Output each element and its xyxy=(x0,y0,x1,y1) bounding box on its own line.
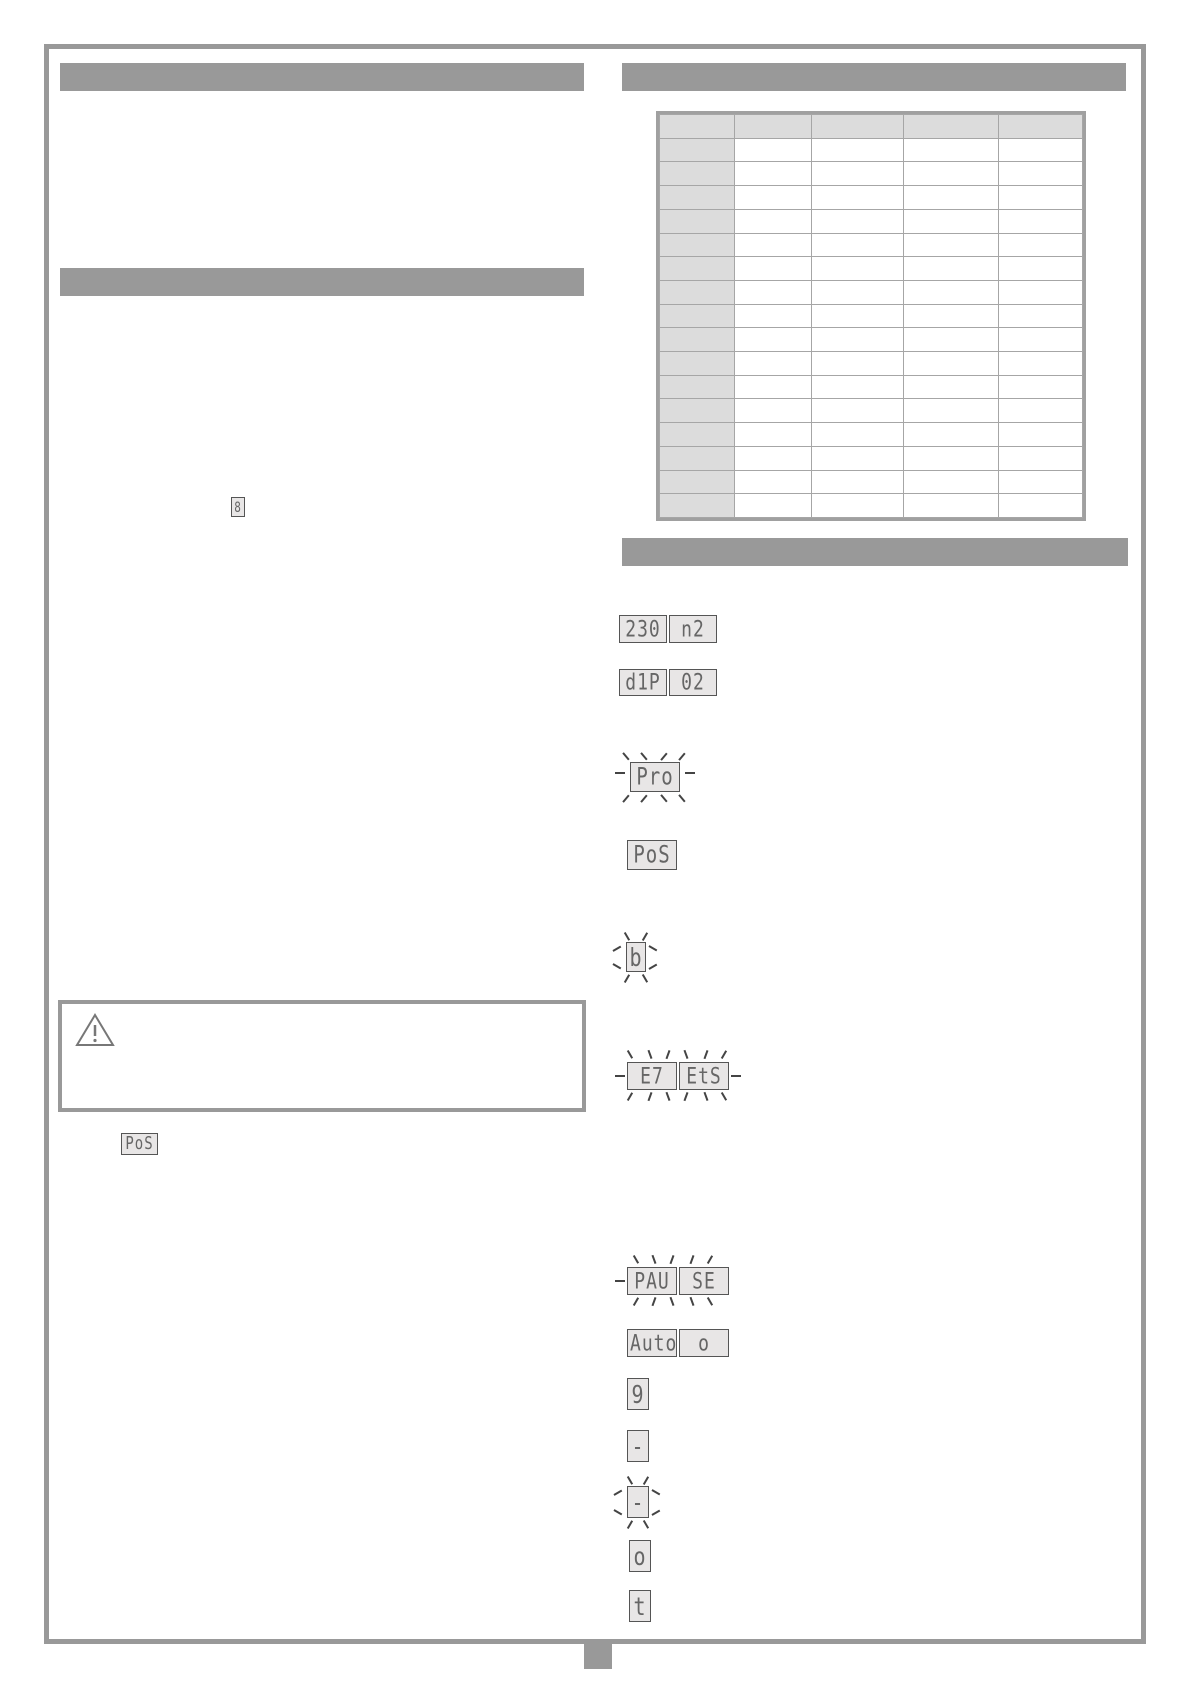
table-cell xyxy=(812,494,904,518)
page-number-tab xyxy=(584,1644,612,1669)
table-cell xyxy=(660,352,735,376)
display-pro-blinking: Pro xyxy=(615,752,695,802)
table-cell xyxy=(999,494,1083,518)
display-230-n2: 230 n2 xyxy=(619,615,717,643)
table-row xyxy=(660,233,1083,257)
table-cell xyxy=(904,138,999,162)
table-cell xyxy=(812,470,904,494)
table-cell xyxy=(812,446,904,470)
display-letter-t: t xyxy=(629,1590,651,1622)
table-cell xyxy=(999,115,1083,139)
table-cell xyxy=(735,233,812,257)
section-bar-right-2 xyxy=(622,538,1128,566)
table-row xyxy=(660,304,1083,328)
table-cell xyxy=(660,375,735,399)
table-cell xyxy=(999,399,1083,423)
table-cell xyxy=(660,446,735,470)
table-row xyxy=(660,162,1083,186)
inline-small-display-icon: 8 xyxy=(231,497,245,517)
table-cell xyxy=(735,280,812,304)
table-row xyxy=(660,375,1083,399)
table-cell xyxy=(904,186,999,210)
table-cell xyxy=(660,304,735,328)
table-cell xyxy=(812,138,904,162)
table-cell xyxy=(812,399,904,423)
table-row xyxy=(660,470,1083,494)
table-cell xyxy=(904,115,999,139)
display-auto-o: Auto o xyxy=(627,1329,729,1357)
table-row xyxy=(660,186,1083,210)
table-cell xyxy=(999,257,1083,281)
table-cell xyxy=(735,446,812,470)
table-row xyxy=(660,257,1083,281)
table-cell xyxy=(999,375,1083,399)
display-digit-9: 9 xyxy=(627,1378,649,1410)
warning-triangle-icon xyxy=(74,1012,116,1048)
table-cell xyxy=(735,138,812,162)
table-cell xyxy=(812,375,904,399)
table-cell xyxy=(735,162,812,186)
table-cell xyxy=(904,162,999,186)
table-cell xyxy=(660,399,735,423)
table-cell xyxy=(999,470,1083,494)
section-bar-left-1 xyxy=(60,63,584,91)
table-row xyxy=(660,446,1083,470)
table-cell xyxy=(812,209,904,233)
table-cell xyxy=(735,186,812,210)
table-row xyxy=(660,399,1083,423)
table-row xyxy=(660,494,1083,518)
table-row xyxy=(660,138,1083,162)
table-cell xyxy=(904,470,999,494)
table-cell xyxy=(735,423,812,447)
table-cell xyxy=(735,399,812,423)
section-bar-right-1 xyxy=(622,63,1126,91)
table-cell xyxy=(904,399,999,423)
table-cell xyxy=(904,328,999,352)
section-bar-left-2 xyxy=(60,268,584,296)
table-cell xyxy=(904,375,999,399)
table-cell xyxy=(999,280,1083,304)
table-row xyxy=(660,280,1083,304)
table-cell xyxy=(812,328,904,352)
table-cell xyxy=(660,494,735,518)
table-cell xyxy=(660,233,735,257)
table-cell xyxy=(735,352,812,376)
table-cell xyxy=(904,280,999,304)
table-cell xyxy=(904,257,999,281)
table-cell xyxy=(812,186,904,210)
table-cell xyxy=(735,115,812,139)
table-cell xyxy=(735,494,812,518)
display-dash: - xyxy=(627,1430,649,1462)
table-cell xyxy=(999,352,1083,376)
table-row xyxy=(660,115,1083,139)
table-cell xyxy=(660,280,735,304)
table-cell xyxy=(812,423,904,447)
table-cell xyxy=(735,328,812,352)
table-cell xyxy=(999,138,1083,162)
display-dip-02: d1P 02 xyxy=(619,669,717,696)
table-cell xyxy=(660,328,735,352)
table-row xyxy=(660,209,1083,233)
table-cell xyxy=(660,186,735,210)
display-pause-blinking: PAU SE xyxy=(615,1255,740,1305)
table-cell xyxy=(904,423,999,447)
table-cell xyxy=(904,209,999,233)
table-cell xyxy=(999,233,1083,257)
table-cell xyxy=(999,446,1083,470)
table-cell xyxy=(999,186,1083,210)
table-cell xyxy=(660,423,735,447)
table-cell xyxy=(904,304,999,328)
inline-pos-display-icon: PoS xyxy=(121,1133,158,1155)
table-row xyxy=(660,423,1083,447)
table-cell xyxy=(904,233,999,257)
table-cell xyxy=(735,304,812,328)
table-cell xyxy=(660,257,735,281)
table-cell xyxy=(999,162,1083,186)
display-letter-o: o xyxy=(629,1540,651,1572)
table-cell xyxy=(735,470,812,494)
table-cell xyxy=(904,446,999,470)
display-e7-ets-blinking: E7 EtS xyxy=(615,1050,740,1100)
table-cell xyxy=(660,209,735,233)
display-pos: PoS xyxy=(627,840,677,870)
table-cell xyxy=(999,423,1083,447)
table-cell xyxy=(660,115,735,139)
table-cell xyxy=(735,209,812,233)
table-row xyxy=(660,352,1083,376)
table-cell xyxy=(812,233,904,257)
table-cell xyxy=(660,470,735,494)
display-b-blinking: b xyxy=(616,932,658,982)
table-cell xyxy=(904,352,999,376)
display-dash-blinking: - xyxy=(617,1476,659,1526)
table-cell xyxy=(812,280,904,304)
table-cell xyxy=(660,162,735,186)
table-cell xyxy=(812,257,904,281)
table-cell xyxy=(735,257,812,281)
table-cell xyxy=(999,209,1083,233)
parameter-table xyxy=(656,111,1086,521)
table-cell xyxy=(812,352,904,376)
warning-box xyxy=(58,1000,586,1112)
table-cell xyxy=(735,375,812,399)
table-cell xyxy=(999,304,1083,328)
table-cell xyxy=(999,328,1083,352)
table-cell xyxy=(812,304,904,328)
table-cell xyxy=(812,162,904,186)
table-cell xyxy=(812,115,904,139)
table-row xyxy=(660,328,1083,352)
table-cell xyxy=(660,138,735,162)
table-cell xyxy=(904,494,999,518)
